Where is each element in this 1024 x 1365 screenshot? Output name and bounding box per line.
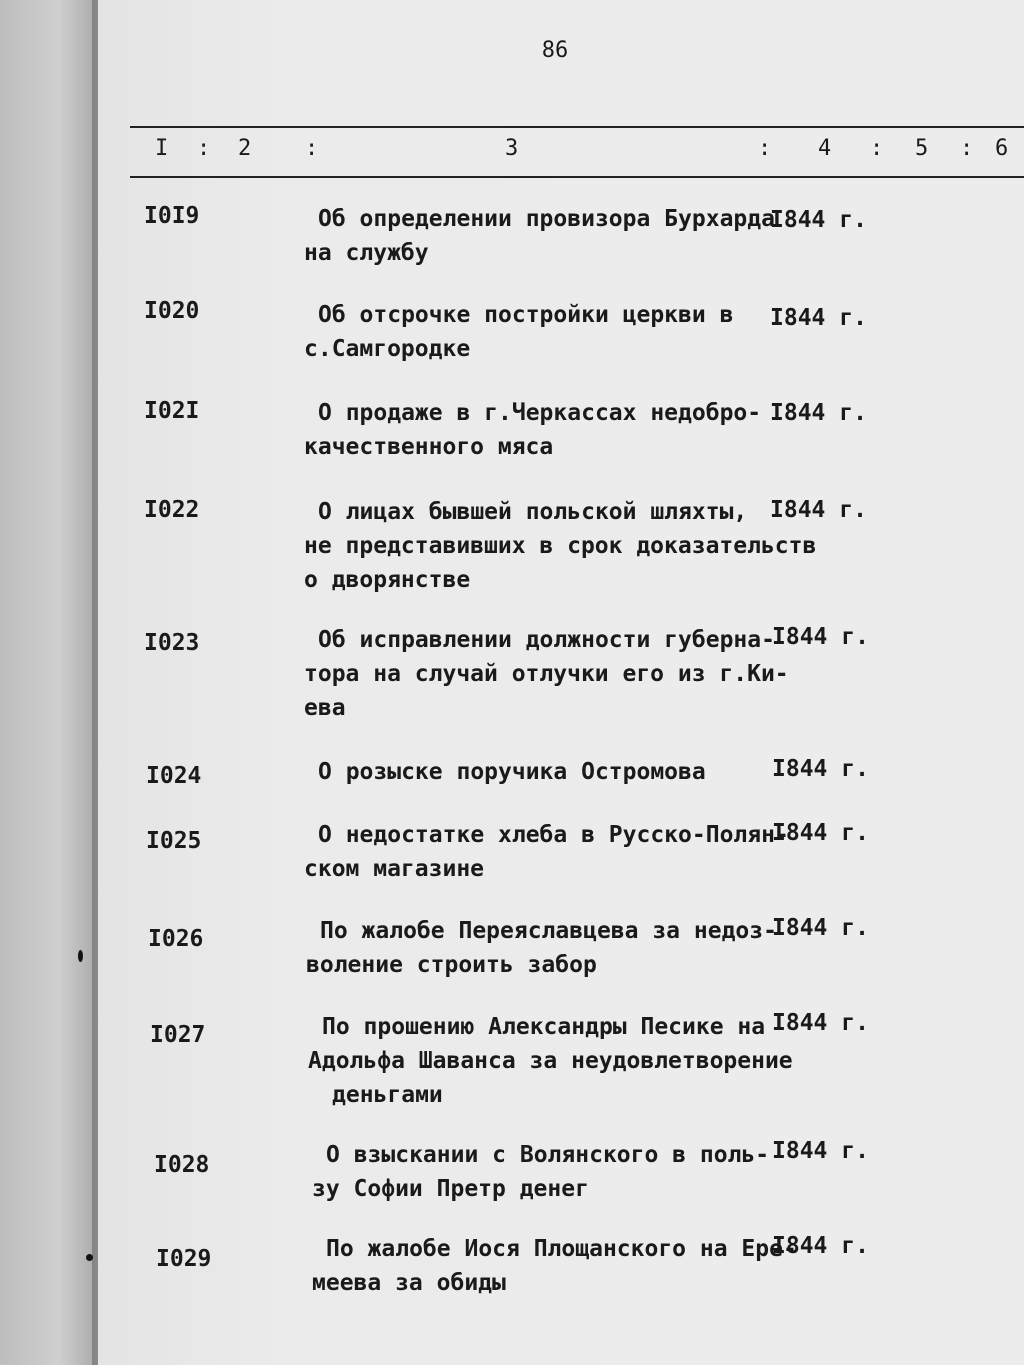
entry-number: I020 (144, 298, 200, 324)
entry-description: По жалобе Иося Площанского на Ере- меева за обиды (312, 1236, 797, 1296)
col-header-sep: : (758, 136, 772, 161)
entry-number: I024 (146, 763, 202, 789)
entry-description: О недостатке хлеба в Русско-Полян- ском магазине (304, 822, 789, 882)
entry-number: I029 (156, 1246, 212, 1272)
entry-description: О продаже в г.Черкассах недобро- качественного мяса (304, 400, 762, 460)
col-header-1: I (155, 136, 169, 161)
entry-year: I844 г. (772, 624, 869, 650)
entry-year: I844 г. (772, 1010, 869, 1036)
header-rule-bottom (130, 176, 1024, 178)
col-header-4: 4 (818, 136, 832, 161)
entry-year: I844 г. (772, 915, 869, 941)
ink-mark (86, 1254, 93, 1261)
entry-description: Об исправлении должности губерна- тора на случай отлучки его из г.Ки- ева (304, 627, 789, 721)
entry-number: I0I9 (144, 203, 200, 229)
entry-description: По жалобе Переяславцева за недоз- воление строить забор (306, 918, 777, 978)
col-header-6: 6 (995, 136, 1009, 161)
entry-year: I844 г. (770, 207, 867, 233)
entry-description: Об отсрочке постройки церкви в с.Самгородке (304, 302, 734, 362)
entry-year: I844 г. (770, 400, 867, 426)
previous-page-edge (0, 0, 98, 1365)
entry-year: I844 г. (772, 1138, 869, 1164)
entry-number: I023 (144, 630, 200, 656)
entry-number: I028 (154, 1152, 210, 1178)
col-header-sep: : (960, 136, 974, 161)
entry-year: I844 г. (772, 1233, 869, 1259)
ink-mark (78, 950, 83, 962)
col-header-5: 5 (915, 136, 929, 161)
entry-number: I022 (144, 497, 200, 523)
entry-year: I844 г. (770, 305, 867, 331)
col-header-sep: : (305, 136, 319, 161)
entry-description: По прошению Александры Песике на Адольфа Шаванса за неудовлетворение деньгами (308, 1014, 793, 1108)
entry-year: I844 г. (772, 820, 869, 846)
col-header-sep: : (870, 136, 884, 161)
entry-description: О взыскании с Волянского в поль- зу Софии Претр денег (312, 1142, 770, 1202)
entry-description: Об определении провизора Бурхарда на службу (304, 206, 775, 266)
entry-description: О розыске поручика Остромова (318, 759, 706, 785)
entry-description: О лицах бывшей польской шляхты, не представивших в срок доказательств о дворянстве (304, 499, 817, 593)
entry-year: I844 г. (770, 497, 867, 523)
page-number: 86 (541, 38, 569, 63)
entry-number: I02I (144, 398, 200, 424)
col-header-2: 2 (238, 136, 252, 161)
entry-number: I026 (148, 926, 204, 952)
entry-number: I027 (150, 1022, 206, 1048)
col-header-3: 3 (505, 136, 519, 161)
entry-year: I844 г. (772, 756, 869, 782)
entry-number: I025 (146, 828, 202, 854)
col-header-sep: : (197, 136, 211, 161)
header-rule-top (130, 126, 1024, 128)
